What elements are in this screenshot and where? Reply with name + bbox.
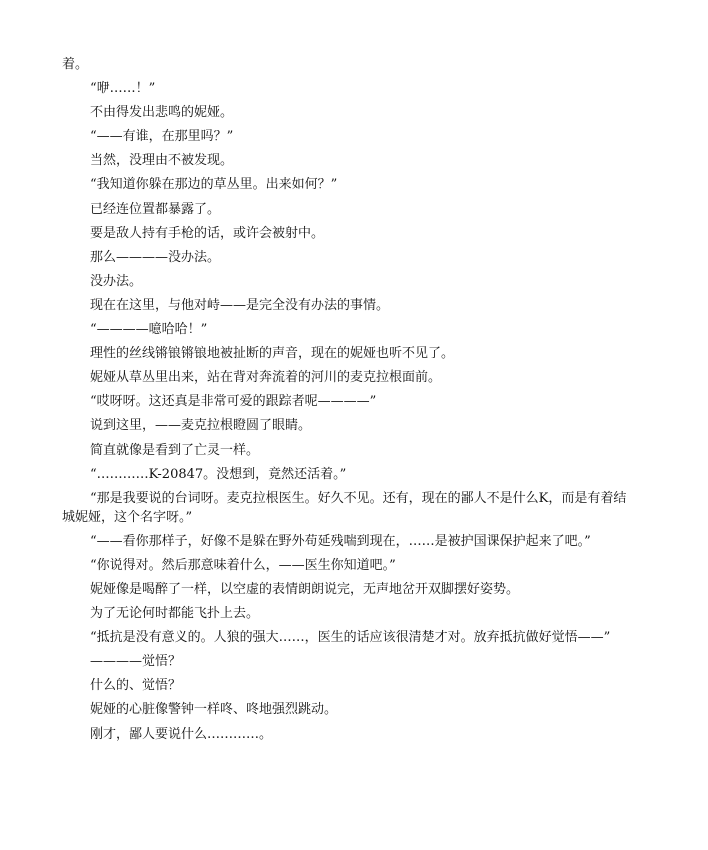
paragraph: 什么的、觉悟？ — [90, 678, 182, 694]
paragraph: 已经连位置都暴露了。 — [90, 201, 221, 217]
paragraph: “咿……！” — [90, 81, 156, 97]
paragraph: “那是我要说的台词呀。麦克拉根医生。好久不见。还有，现在的鄙人不是什么K，而是有着结城妮娅，这个名字呀。” — [62, 490, 627, 525]
paragraph: 着。 — [62, 57, 89, 72]
paragraph: “——看你那样子，好像不是躲在野外苟延残喘到现在，……是被护国课保护起来了吧。” — [90, 533, 591, 549]
paragraph: 没办法。 — [90, 273, 143, 289]
paragraph: “——有谁，在那里吗？” — [90, 129, 234, 145]
paragraph: “我知道你躲在那边的草丛里。出来如何？” — [90, 177, 338, 193]
paragraph: 妮娅像是喝醉了一样，以空虚的表情朗朗说完，无声地岔开双脚摆好姿势。 — [90, 581, 520, 597]
paragraph: “抵抗是没有意义的。人狼的强大……，医生的话应该很清楚才对。放弃抵抗做好觉悟——” — [90, 630, 611, 646]
paragraph: “你说得对。然后那意味着什么，——医生你知道吧。” — [90, 557, 396, 573]
paragraph: 当然，没理由不被发现。 — [90, 153, 234, 169]
paragraph: 说到这里，——麦克拉根瞪圆了眼睛。 — [90, 418, 312, 434]
novel-text-body — [62, 55, 628, 749]
paragraph: 妮娅从草丛里出来，站在背对奔流着的河川的麦克拉根面前。 — [90, 370, 442, 386]
paragraph: 理性的丝线锵锒锵锒地被扯断的声音，现在的妮娅也听不见了。 — [90, 346, 455, 362]
paragraph: 不由得发出悲鸣的妮娅。 — [90, 105, 234, 121]
paragraph: 为了无论何时都能飞扑上去。 — [90, 606, 260, 622]
paragraph: “哎呀呀。这还真是非常可爱的跟踪者呢————” — [90, 394, 377, 410]
paragraph: 现在在这里，与他对峙——是完全没有办法的事情。 — [90, 297, 390, 313]
paragraph: “————噫哈哈！” — [90, 322, 208, 338]
paragraph: 要是敌人持有手枪的话，或许会被射中。 — [90, 225, 325, 241]
paragraph: “…………K-20847。没想到，竟然还活着。” — [90, 466, 347, 482]
paragraph: ————觉悟？ — [90, 654, 182, 670]
paragraph: 那么————没办法。 — [90, 249, 221, 265]
paragraph: 刚才，鄙人要说什么…………。 — [90, 726, 273, 742]
paragraph: 妮娅的心脏像警钟一样咚、咚地强烈跳动。 — [90, 702, 338, 718]
paragraph: 简直就像是看到了亡灵一样。 — [90, 442, 260, 458]
